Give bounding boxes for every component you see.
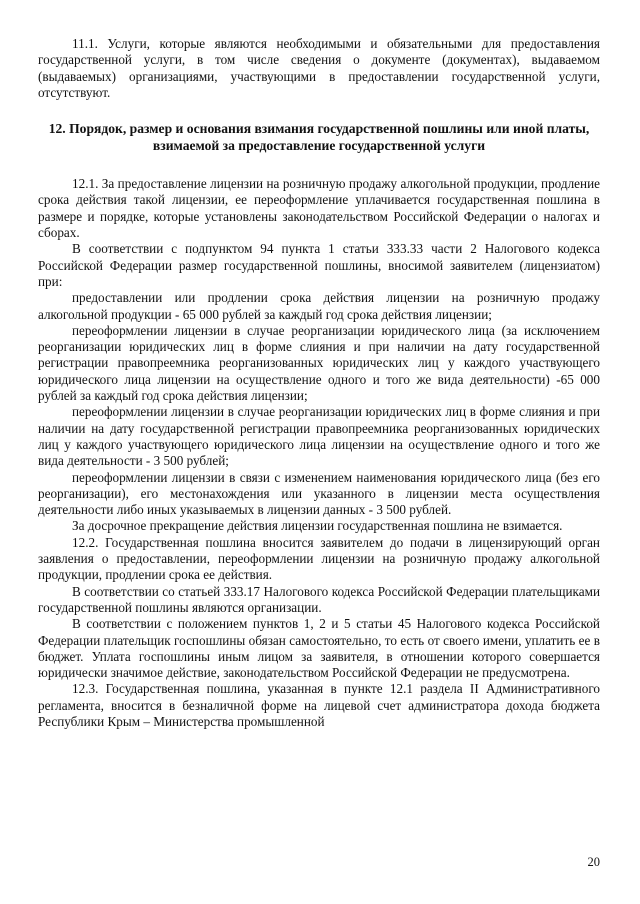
list-item-fee-issuance: предоставлении или продлении срока действия лицензии на розничную продажу алкогольной продукции - 65 000 рублей за каждый год срока действия лицензии; (38, 290, 600, 322)
paragraph-11-1: 11.1. Услуги, которые являются необходимыми и обязательными для предоставления государственной услуги, в том числе сведения о документе (документах), выдаваемом (выдаваемых) организациями, участвующими в предоставлении государственной услуги, отсутствуют. (38, 36, 600, 100)
paragraph-early-termination: За досрочное прекращение действия лицензии государственная пошлина не взимается. (72, 518, 563, 534)
list-item-fee-name-change: переоформлении лицензии в связи с изменением наименования юридического лица (без его реорганизации), его местонахождения или указанного в лицензии места осуществления деятельности либо иных указываемых в лицензии данных - 3 500 рублей. (38, 469, 600, 518)
paragraph-tax-code-94: В соответствии с подпунктом 94 пункта 1 статьи 333.33 части 2 Налогового кодекса Российской Федерации размер государственной пошлины, вносимой заявителем (лицензиатом) при: (38, 241, 600, 289)
paragraph-12-2: 12.2. Государственная пошлина вносится заявителем до подачи в лицензирующий орган заявления о предоставлении, переоформлении лицензии на розничную продажу алкогольной продукции, продлении срока ее действия. (38, 534, 600, 583)
list-item-fee-merger: переоформлении лицензии в случае реорганизации юридических лиц в форме слияния и при наличии на дату государственной регистрации правопреемника реорганизованных юридических лиц у каждого участвующего юридического лица лицензии на осуществление одного и того же вида деятельности - 3 500 рублей; (38, 404, 600, 469)
paragraph-tax-code-333-17: В соответствии со статьей 333.17 Налогового кодекса Российской Федерации плательщиками государственной пошлины являются организации. (38, 583, 600, 615)
paragraph-12-3: 12.3. Государственная пошлина, указанная в пункте 12.1 раздела II Административного регламента, вносится в безналичной форме на лицевой счет администратора дохода бюджета Республики Крым – Министерства промышленной (38, 681, 600, 729)
paragraph-tax-code-45: В соответствии с положением пунктов 1, 2 и 5 статьи 45 Налогового кодекса Российской Федерации плательщик госпошлины обязан самостоятельно, то есть от своего имени, уплатить ее в бюджет. Уплата госпошлины иным лицом за заявителя, в отношении которого совершается юридически значимое действие, законодательством Российской Федерации не предусмотрена. (38, 616, 600, 681)
page-number: 20 (587, 855, 600, 869)
section-12-heading: 12. Порядок, размер и основания взимания государственной пошлины или иной платы, взимаемой за предоставление государственной услуги (48, 121, 590, 154)
list-item-fee-reorganization: переоформлении лицензии в случае реорганизации юридического лица (за исключением реорганизации юридических лиц в форме слияния и при наличии на дату государственной регистрации правопреемника реорганизованных юридических лиц у каждого участвующего юридического лица лицензии на осуществление одного и того же вида деятельности) -65 000 рублей за каждый год срока действия лицензии; (38, 322, 600, 404)
paragraph-12-1: 12.1. За предоставление лицензии на розничную продажу алкогольной продукции, продление срока действия такой лицензии, ее переоформление уплачивается государственная пошлина в размере и порядке, которые установлены законодательством Российской Федерации о налогах и сборах. (38, 176, 600, 241)
